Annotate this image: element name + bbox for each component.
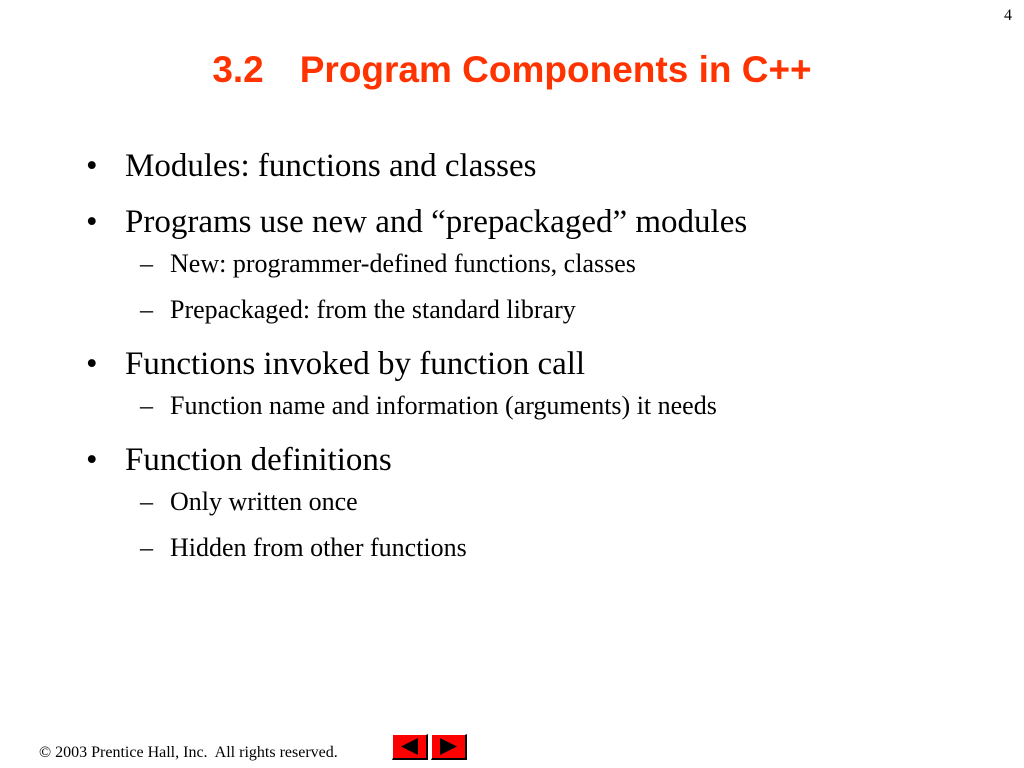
copyright-symbol: © [39,744,52,761]
slide-title [0,48,1024,92]
dash-marker: – [140,533,153,562]
next-slide-button[interactable] [431,734,467,760]
bullet-text: Modules: functions and classes [125,148,537,184]
bullet-marker: • [86,442,98,478]
slide-navigation [392,734,467,760]
bullet-marker: • [86,204,98,240]
copyright-text: 2003 Prentice Hall, Inc. All rights reserved. [51,744,338,761]
left-triangle-icon [393,735,426,758]
sub-bullet-text: New: programmer-defined functions, classes [170,249,636,278]
right-triangle-icon [432,735,465,758]
sub-bullet-item [84,391,984,421]
dash-marker: – [140,295,153,324]
bullet-item [84,146,984,186]
bullet-text: Functions invoked by function call [125,346,586,382]
bullet-text: Function definitions [125,442,392,478]
sub-bullet-text: Function name and information (arguments) it needs [170,391,717,420]
sub-bullet-item [84,295,984,325]
sub-bullet-item [84,249,984,279]
sub-bullet-list [84,487,984,563]
dash-marker: – [140,249,153,278]
bullet-marker: • [86,148,98,184]
sub-bullet-text: Prepackaged: from the standard library [170,295,576,324]
sub-bullet-text: Only written once [170,487,358,516]
bullet-item [84,440,984,480]
slide-content [84,146,984,582]
bullet-marker: • [86,346,98,382]
sub-bullet-item [84,487,984,517]
bullet-text: Programs use new and “prepackaged” modules [125,204,748,240]
sub-bullet-text: Hidden from other functions [170,533,467,562]
dash-marker: – [140,391,153,420]
sub-bullet-item [84,533,984,563]
sub-bullet-list [84,391,984,421]
page-number: 4 [1004,7,1012,24]
section-number: 3.2 [212,49,264,90]
dash-marker: – [140,487,153,516]
bullet-item [84,344,984,384]
previous-slide-button[interactable] [392,734,428,760]
sub-bullet-list [84,249,984,325]
copyright-footer [39,743,338,763]
title-text: Program Components in C++ [299,49,812,90]
bullet-item [84,202,984,242]
